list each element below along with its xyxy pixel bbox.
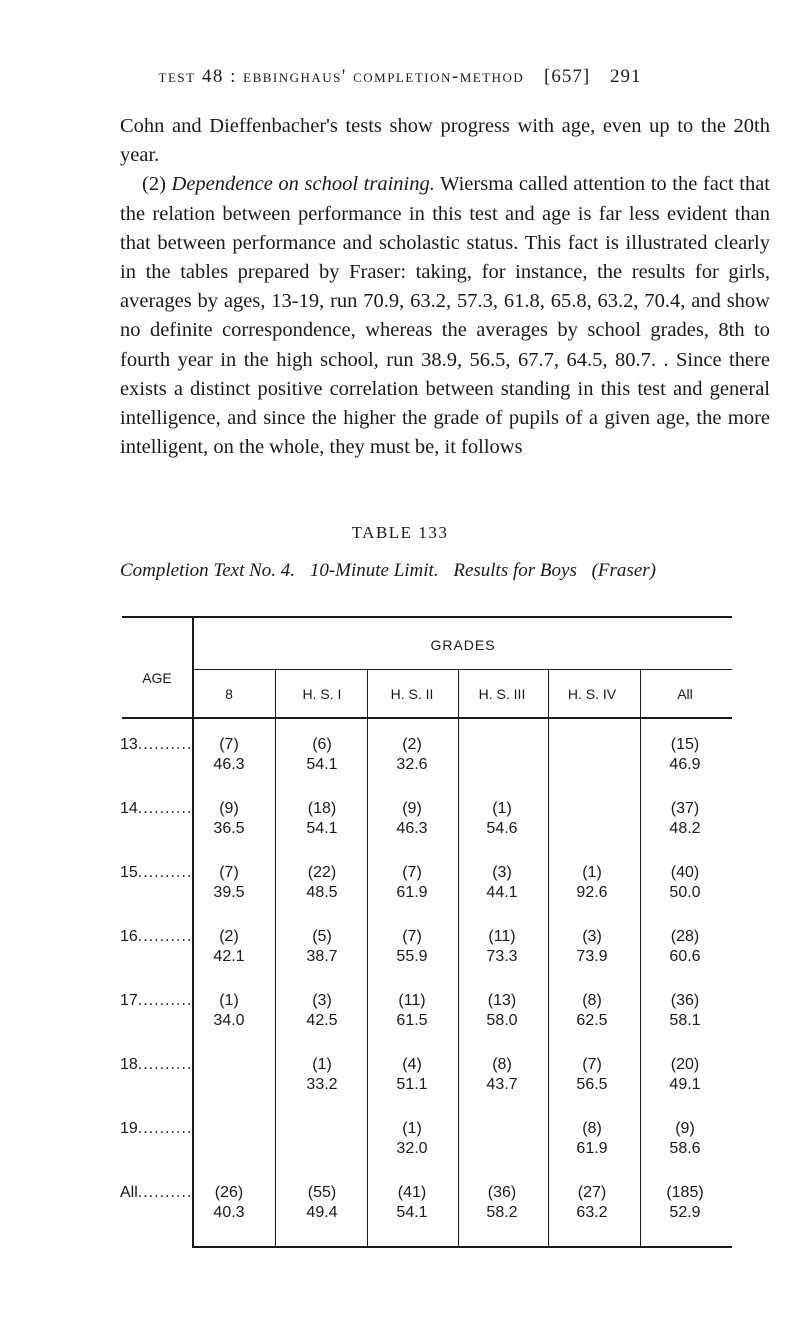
cell-average: 46.9: [669, 756, 701, 773]
cell-count: (40): [670, 864, 700, 881]
paragraph-1: Cohn and Dieffenbacher's tests show progress with age, even up to the 20th year.: [120, 115, 770, 167]
cell-count: (7): [402, 864, 422, 881]
cell-count: (15): [670, 736, 700, 753]
age-value: 18: [120, 1056, 138, 1073]
cell-average: 54.1: [306, 820, 338, 837]
cell-average: 58.1: [669, 1012, 701, 1029]
running-header: [0, 66, 800, 88]
age-value: 17: [120, 992, 138, 1009]
cell-average: 62.5: [576, 1012, 608, 1029]
cell-average: 33.2: [306, 1076, 338, 1093]
age-label: [120, 799, 192, 819]
cell-count: (4): [402, 1056, 422, 1073]
cell-count: (9): [402, 800, 422, 817]
page-number: 291: [609, 66, 642, 87]
cell-count: (8): [582, 992, 602, 1009]
caption-results: Results for Boys: [453, 560, 577, 581]
cell-average: 54.1: [396, 1204, 428, 1221]
age-label: [120, 863, 192, 883]
cell-count: (28): [670, 928, 700, 945]
cell-average: 51.1: [396, 1076, 428, 1093]
cell-count: (11): [398, 992, 426, 1009]
leader-dots: ..........: [137, 992, 193, 1009]
cell-average: 60.6: [669, 948, 701, 965]
grades-header: GRADES: [430, 637, 496, 653]
age-label: [120, 991, 192, 1011]
cell-average: 42.1: [213, 948, 245, 965]
cell-average: 49.4: [306, 1204, 338, 1221]
table-title: TABLE 133: [351, 523, 449, 542]
body-text: [120, 112, 770, 462]
cell-average: 55.9: [396, 948, 428, 965]
cell-average: 52.9: [669, 1204, 701, 1221]
cell-average: 48.2: [669, 820, 701, 837]
column-divider-1: [275, 670, 276, 1248]
age-value: 15: [120, 864, 138, 881]
age-label: [120, 1183, 192, 1203]
cell-average: 92.6: [576, 884, 608, 901]
cell-count: (41): [397, 1184, 427, 1201]
column-header: H. S. IV: [567, 686, 617, 702]
cell-count: (7): [219, 864, 239, 881]
cell-average: 32.0: [396, 1140, 428, 1157]
leader-dots: ..........: [137, 1184, 193, 1201]
cell-average: 61.9: [576, 1140, 608, 1157]
cell-count: (3): [312, 992, 332, 1009]
column-header: H. S. III: [478, 686, 526, 702]
cell-count: (1): [312, 1056, 332, 1073]
cell-average: 44.1: [486, 884, 518, 901]
cell-count: (1): [219, 992, 239, 1009]
cell-count: (36): [670, 992, 700, 1009]
column-header: H. S. II: [390, 686, 434, 702]
table-top-rule: [122, 616, 732, 618]
age-value: 14: [120, 800, 138, 817]
section-heading: Dependence on school training.: [171, 173, 435, 196]
age-value: 16: [120, 928, 138, 945]
table-bottom-rule: [192, 1246, 732, 1248]
cell-count: (7): [219, 736, 239, 753]
age-label: [120, 1119, 192, 1139]
age-value: 19: [120, 1120, 138, 1137]
cell-count: (9): [219, 800, 239, 817]
leader-dots: ..........: [137, 1056, 193, 1073]
age-header: AGE: [142, 670, 172, 686]
cell-average: 54.6: [486, 820, 518, 837]
cell-count: (185): [666, 1184, 704, 1201]
cell-count: (7): [402, 928, 422, 945]
cell-count: (1): [492, 800, 512, 817]
cell-count: (7): [582, 1056, 602, 1073]
cell-average: 32.6: [396, 756, 428, 773]
cell-average: 39.5: [213, 884, 245, 901]
paragraph-2: [120, 170, 770, 462]
cell-average: 63.2: [576, 1204, 608, 1221]
age-value: All: [120, 1184, 138, 1201]
cell-average: 43.7: [486, 1076, 518, 1093]
table-caption: [120, 560, 800, 582]
cell-average: 54.1: [306, 756, 338, 773]
cell-average: 58.6: [669, 1140, 701, 1157]
column-header: 8: [225, 686, 233, 702]
leader-dots: ..........: [137, 800, 193, 817]
cell-average: 58.0: [486, 1012, 518, 1029]
cell-count: (5): [312, 928, 332, 945]
age-label: [120, 927, 192, 947]
cell-count: (22): [307, 864, 337, 881]
cell-count: (37): [670, 800, 700, 817]
column-header: H. S. I: [302, 686, 342, 702]
cell-count: (9): [675, 1120, 695, 1137]
age-value: 13: [120, 736, 138, 753]
cell-count: (3): [492, 864, 512, 881]
cell-average: 38.7: [306, 948, 338, 965]
cell-count: (8): [582, 1120, 602, 1137]
cell-count: (55): [307, 1184, 337, 1201]
leader-dots: ..........: [137, 864, 193, 881]
cell-average: 46.3: [213, 756, 245, 773]
cell-average: 50.0: [669, 884, 701, 901]
cell-count: (20): [670, 1056, 700, 1073]
cell-count: (13): [487, 992, 517, 1009]
cell-average: 49.1: [669, 1076, 701, 1093]
cell-average: 48.5: [306, 884, 338, 901]
cell-count: (36): [487, 1184, 517, 1201]
paragraph-2-label: (2): [142, 173, 172, 196]
cell-count: (1): [582, 864, 602, 881]
cell-count: (2): [402, 736, 422, 753]
cell-count: (2): [219, 928, 239, 945]
caption-test: Completion Text No. 4.: [120, 560, 296, 581]
caption-source: (Fraser): [591, 560, 656, 581]
cell-average: 46.3: [396, 820, 428, 837]
cell-average: 36.5: [213, 820, 245, 837]
cell-count: (26): [214, 1184, 244, 1201]
cell-average: 58.2: [486, 1204, 518, 1221]
cell-average: 61.5: [396, 1012, 428, 1029]
cell-count: (18): [307, 800, 337, 817]
cell-count: (6): [312, 736, 332, 753]
cell-count: (11): [488, 928, 516, 945]
leader-dots: ..........: [137, 736, 193, 753]
cell-count: (27): [577, 1184, 607, 1201]
leader-dots: ..........: [137, 1120, 193, 1137]
cell-average: 73.9: [576, 948, 608, 965]
cell-average: 34.0: [213, 1012, 245, 1029]
cell-count: (3): [582, 928, 602, 945]
cell-average: 42.5: [306, 1012, 338, 1029]
column-header: All: [677, 686, 693, 702]
cell-average: 40.3: [213, 1204, 245, 1221]
cell-average: 61.9: [396, 884, 428, 901]
paragraph-2-text: Wiersma called attention to the fact that the relation between performance in this test and age is far less evident than that between performance and scholastic status. This fact is illustrated clearly in the tables prepared by Fraser: taking, for instance, the results for girls, averages by ages, 13-19, run 70.9, 63.2, 57.3, 61.8, 65.8, 63.2, 70.4, and show no definite correspondence, whereas the averages by school grades, 8th to fourth year in the high school, run 38.9, 56.5, 67.7, 64.5, 80.7. . Since there exists a distinct positive correlation between standing in this test and general intelligence, and since the higher the grade of pupils of a given age, the more intelligent, on the whole, they must be, it follows: [120, 173, 770, 459]
cell-average: 73.3: [486, 948, 518, 965]
leader-dots: ..........: [137, 928, 193, 945]
age-label: [120, 1055, 192, 1075]
bracket-page-number: [657]: [544, 66, 591, 87]
running-title: test 48 : ebbinghaus' completion-method: [158, 66, 525, 87]
age-label: [120, 735, 192, 755]
caption-limit: 10-Minute Limit.: [309, 560, 439, 581]
cell-count: (1): [402, 1120, 422, 1137]
cell-average: 56.5: [576, 1076, 608, 1093]
cell-count: (8): [492, 1056, 512, 1073]
